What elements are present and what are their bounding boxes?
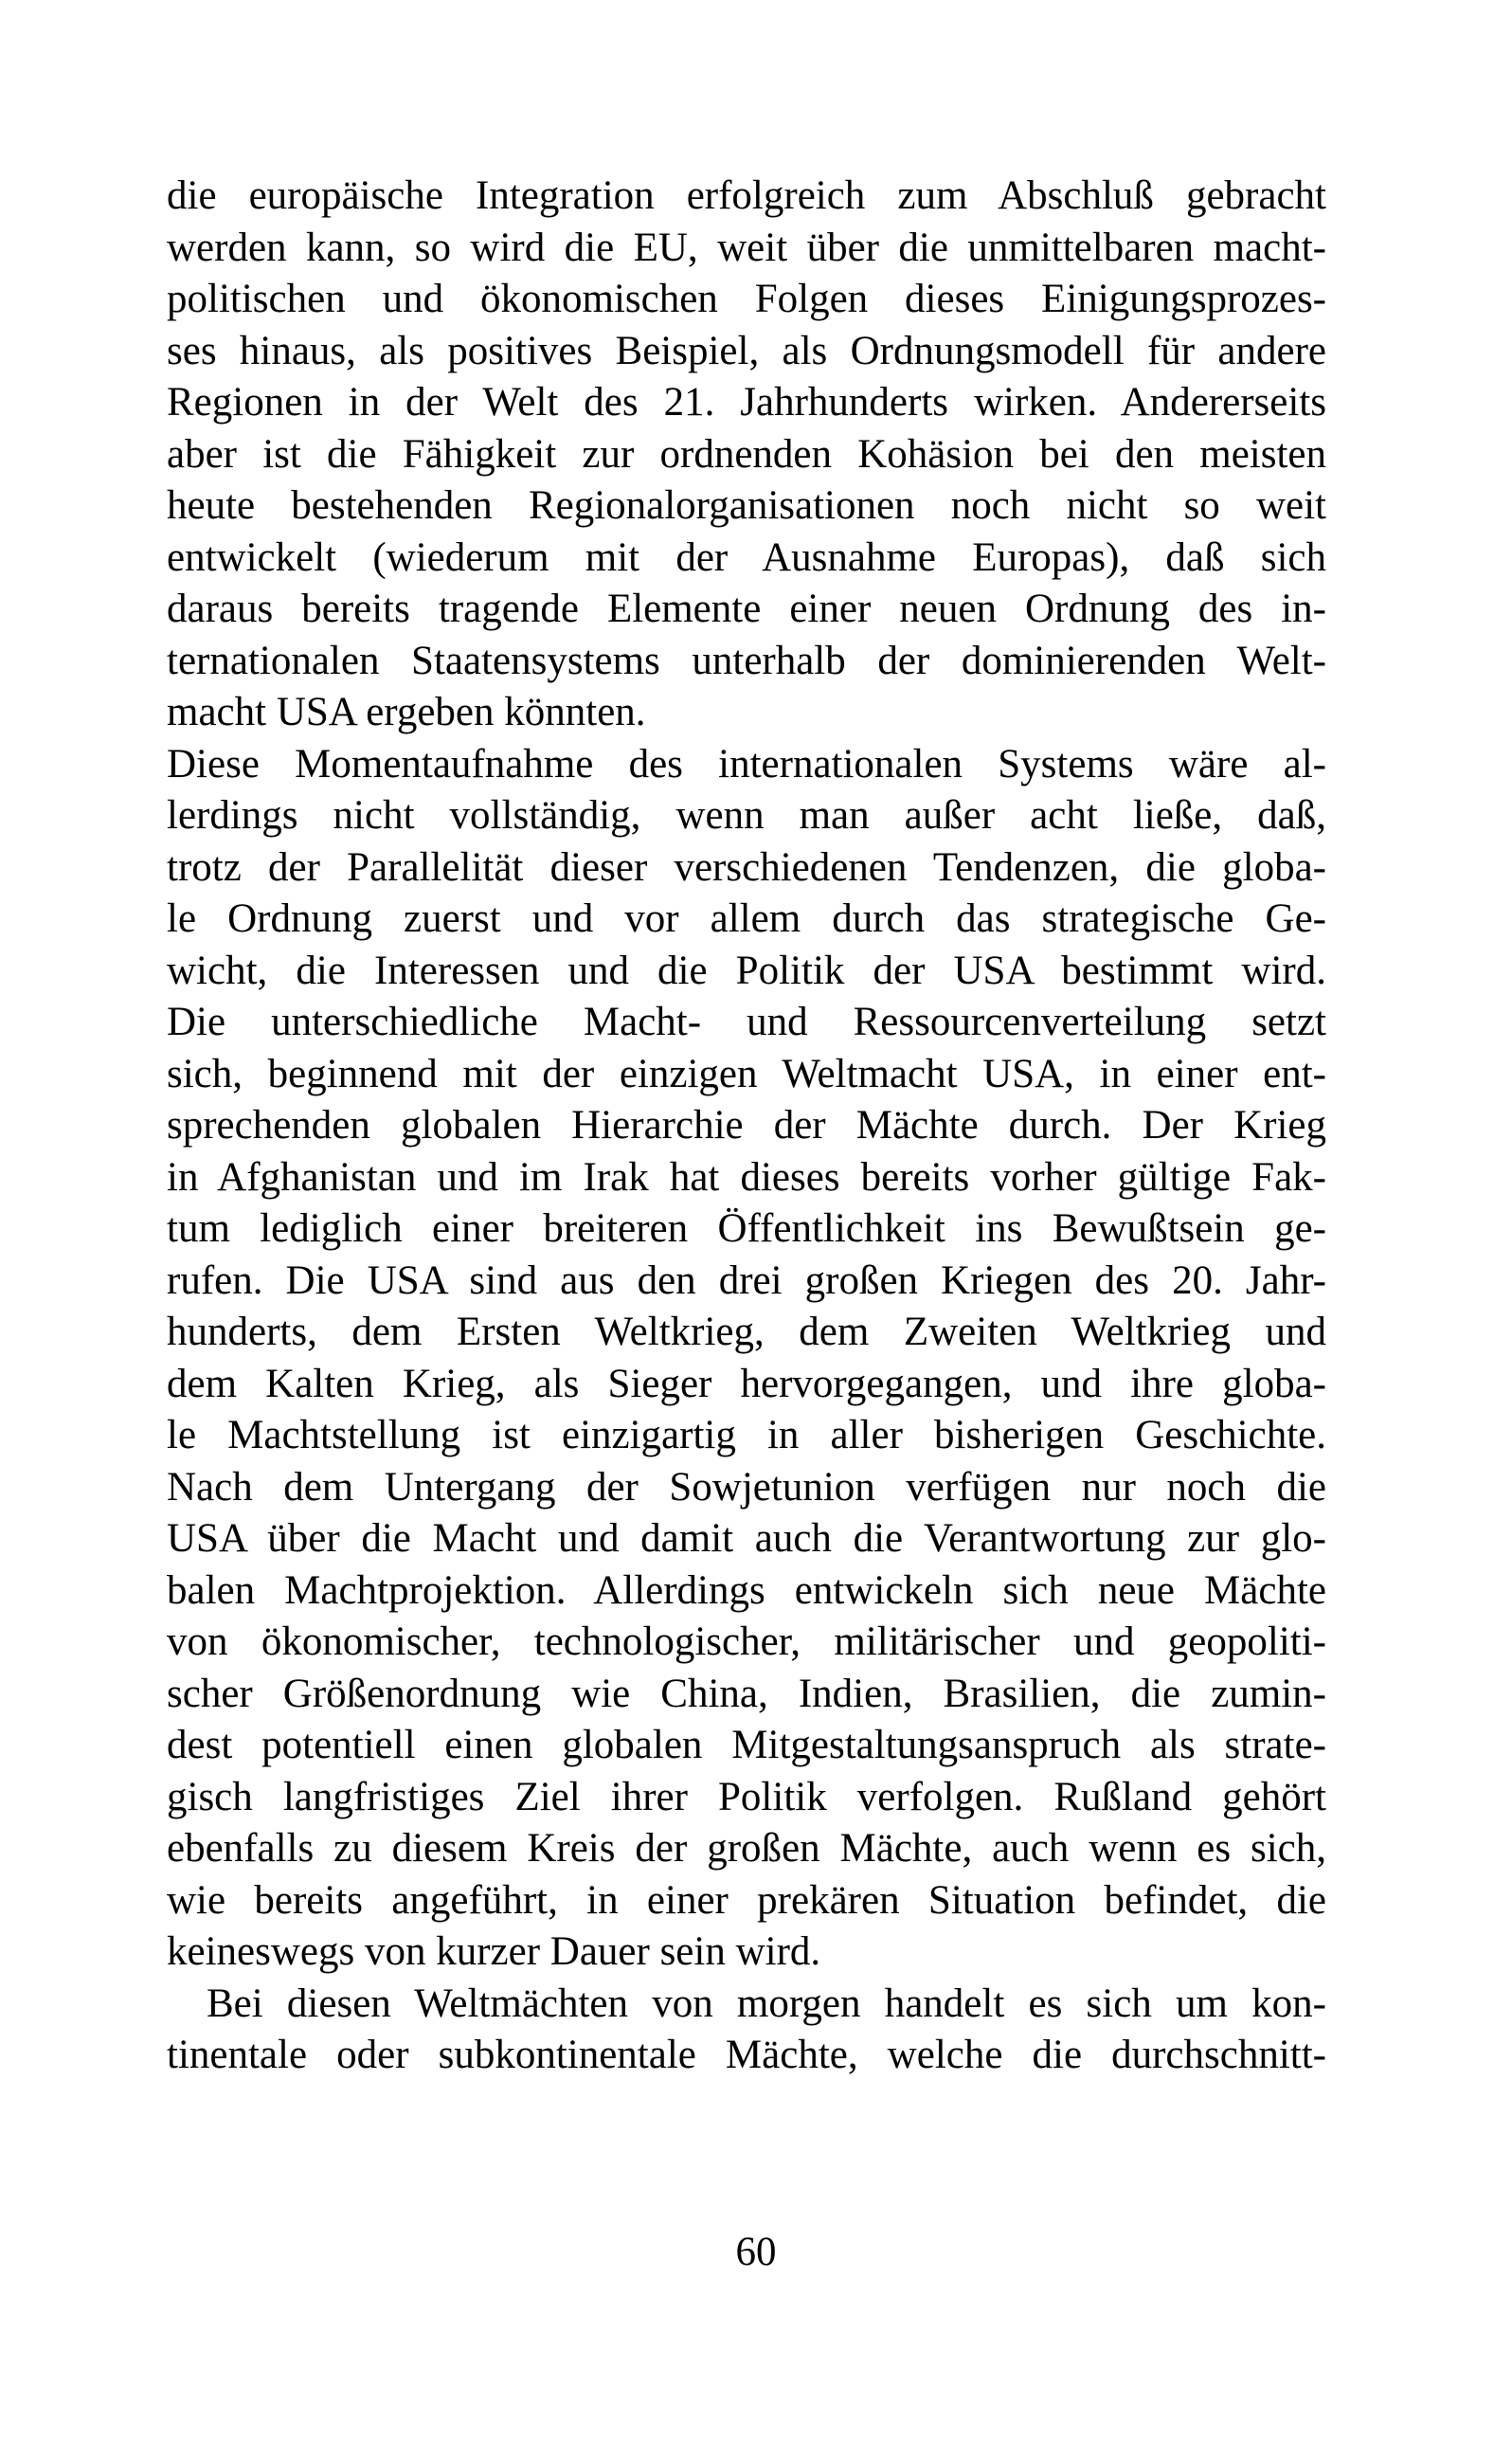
text-line: hunderts, dem Ersten Weltkrieg, dem Zweiten Weltkrieg und [167,1310,1326,1354]
text-line: ternationalen Staatensystems unterhalb der dominierenden Welt- [167,638,1326,683]
text-line: ses hinaus, als positives Beispiel, als Ordnungsmodell für andere [167,328,1326,373]
text-line: lerdings nicht vollständig, wenn man außer acht ließe, daß, [167,793,1326,838]
text-line: balen Machtprojektion. Allerdings entwickeln sich neue Mächte [167,1567,1326,1613]
text-line: wicht, die Interessen und die Politik der USA bestimmt wird. [167,948,1326,993]
text-line: macht USA ergeben könnten. [167,690,646,734]
text-line: le Ordnung zuerst und vor allem durch das strategische Ge- [167,896,1326,941]
text-line: entwickelt (wiederum mit der Ausnahme Europas), daß sich [167,534,1326,580]
text-line: trotz der Parallelität dieser verschiedenen Tendenzen, die globa- [167,844,1326,890]
text-line: werden kann, so wird die EU, weit über die unmittelbaren macht- [167,225,1326,270]
text-line: sich, beginnend mit der einzigen Weltmacht USA, in einer ent- [167,1051,1326,1096]
text-line: scher Größenordnung wie China, Indien, Brasilien, die zumin- [167,1671,1326,1716]
text-line: tinentale oder subkontinentale Mächte, welche die durchschnitt- [167,2033,1326,2077]
text-line: ebenfalls zu diesem Kreis der großen Mächte, auch wenn es sich, [167,1826,1326,1871]
text-line: Regionen in der Welt des 21. Jahrhunderts wirken. Andererseits [167,380,1326,425]
text-line: aber ist die Fähigkeit zur ordnenden Kohäsion bei den meisten [167,431,1326,477]
page-number: 60 [735,2230,777,2274]
text-line: dest potentiell einen globalen Mitgestaltungsanspruch als strate- [167,1723,1326,1767]
text-line: rufen. Die USA sind aus den drei großen Kriegen des 20. Jahr- [167,1257,1326,1303]
text-line: heute bestehenden Regionalorganisationen noch nicht so weit [167,483,1326,528]
text-line: Nach dem Untergang der Sowjetunion verfügen nur noch die [167,1464,1326,1510]
text-line: gisch langfristiges Ziel ihrer Politik verfolgen. Rußland gehört [167,1774,1326,1819]
text-line: politischen und ökonomischen Folgen dieses Einigungsprozes- [167,277,1326,321]
text-line: dem Kalten Krieg, als Sieger hervorgegangen, und ihre globa- [167,1361,1326,1406]
text-line: Die unterschiedliche Macht- und Ressourcenverteilung setzt [167,1000,1326,1044]
text-line: in Afghanistan und im Irak hat dieses bereits vorher gültige Fak- [167,1154,1326,1200]
text-line: USA über die Macht und damit auch die Verantwortung zur glo- [167,1516,1326,1561]
text-line: Bei diesen Weltmächten von morgen handelt es sich um kon- [207,1981,1326,2026]
text-line: le Machtstellung ist einzigartig in aller bisherigen Geschichte. [167,1413,1326,1457]
text-line: daraus bereits tragende Elemente einer neuen Ordnung des in- [167,587,1326,631]
text-line: sprechenden globalen Hierarchie der Mächte durch. Der Krieg [167,1103,1326,1148]
text-line: wie bereits angeführt, in einer prekären Situation befindet, die [167,1877,1326,1923]
text-line: Diese Momentaufnahme des internationalen Systems wäre al- [167,741,1326,787]
text-line: die europäische Integration erfolgreich zum Abschluß gebracht [167,173,1326,218]
text-line: tum lediglich einer breiteren Öffentlichkeit ins Bewußtsein ge- [167,1206,1326,1251]
text-line: keineswegs von kurzer Dauer sein wird. [167,1929,821,1974]
page-text [167,171,1326,2082]
text-line: von ökonomischer, technologischer, militärischer und geopoliti- [167,1619,1326,1664]
